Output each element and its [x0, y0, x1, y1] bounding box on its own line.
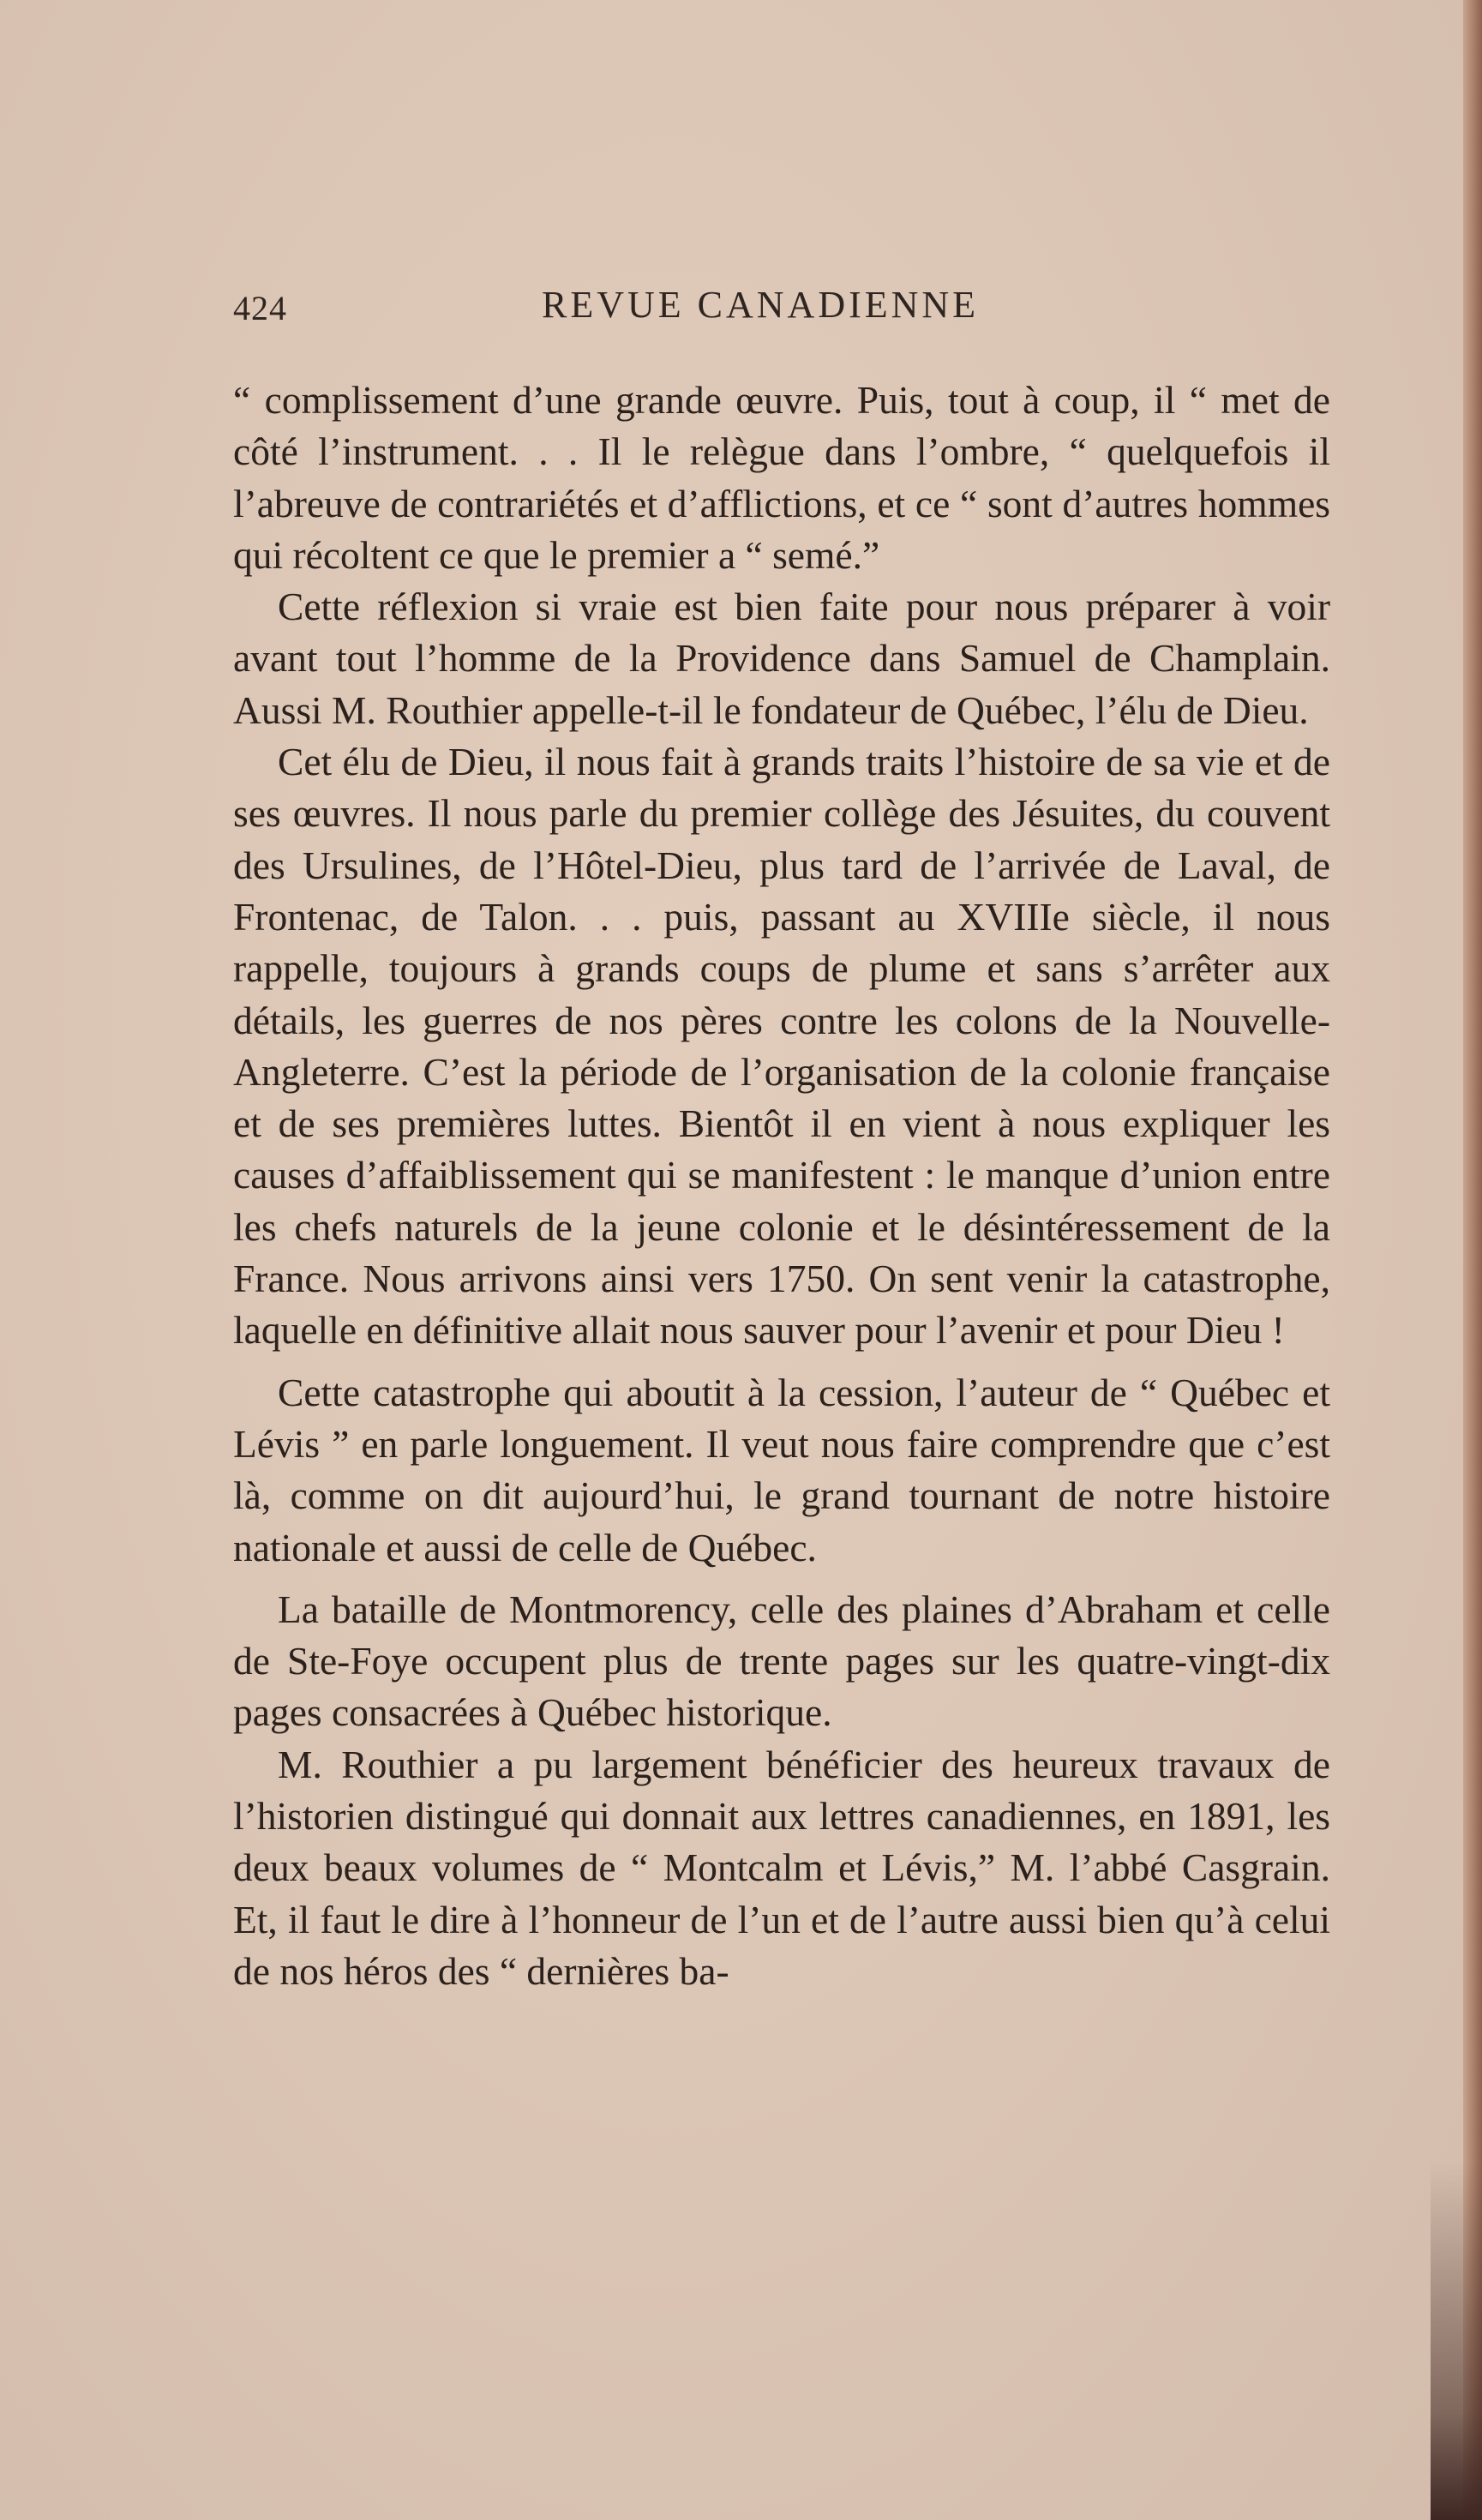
running-head: REVUE CANADIENNE [542, 284, 980, 326]
paragraph: Cette catastrophe qui aboutit à la cession, l’auteur de “ Québec et Lévis ” en parle longuement. Il veut nous faire comprendre que c’est là, comme on dit aujourd’hui, le grand tournant de notre histoire nationale et aussi de celle de Québec. [233, 1370, 1330, 1569]
page-header [233, 283, 1339, 334]
paragraph: Cette réflexion si vraie est bien faite pour nous préparer à voir avant tout l’homme de la Providence dans Samuel de Champlain. Aussi M. Routhier appelle-t-il le fondateur de Québec, l’élu de Dieu. [233, 585, 1330, 732]
page-edge [1463, 0, 1482, 2520]
article-body [233, 375, 1330, 1997]
paragraph: M. Routhier a pu largement bénéficier des heureux travaux de l’historien distingué qui donnait aux lettres canadiennes, en 1891, les deux beaux volumes de “ Montcalm et Lévis,” M. l’abbé Casgrain. Et, il faut le dire à l’honneur de l’un et de l’autre aussi bien qu’à celui de nos héros des “ dernières ba- [233, 1742, 1330, 1993]
paragraph-quote: “ complissement d’une grande œuvre. Puis, tout à coup, il “ met de côté l’instrument. . . Il le relègue dans l’ombre, “ quelquefois il l’abreuve de contrariétés et d’afflictions, et ce “ sont d’autres hommes qui récoltent ce que le premier a “ semé.” [233, 378, 1330, 577]
page-corner-shadow [1431, 2160, 1482, 2520]
page-number: 424 [233, 289, 287, 327]
paragraph: La bataille de Montmorency, celle des plaines d’Abraham et celle de Ste-Foye occupent plus de trente pages sur les quatre-vingt-dix pages consacrées à Québec historique. [233, 1587, 1330, 1735]
paragraph: Cet élu de Dieu, il nous fait à grands traits l’histoire de sa vie et de ses œuvres. Il nous parle du premier collège des Jésuites, du couvent des Ursulines, de l’Hôtel-Dieu, plus tard de l’arrivée de Laval, de Frontenac, de Talon. . . puis, passant au XVIIIe siècle, il nous rappelle, toujours à grands coups de plume et sans s’arrêter aux détails, les guerres de nos pères contre les colons de la Nouvelle-Angleterre. C’est la période de l’organisation de la colonie française et de ses premières luttes. Bientôt il en vient à nous expliquer les causes d’affaiblissement qui se manifestent : le manque d’union entre les chefs naturels de la jeune colonie et le désintéressement de la France. Nous arrivons ainsi vers 1750. On sent venir la catastrophe, laquelle en définitive allait nous sauver pour l’avenir et pour Dieu ! [233, 740, 1330, 1353]
